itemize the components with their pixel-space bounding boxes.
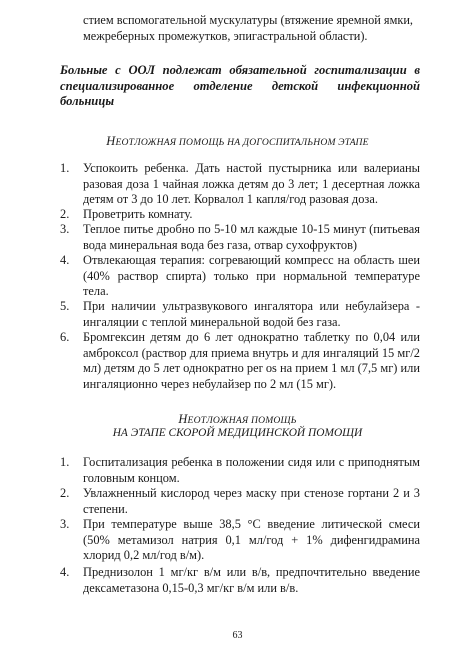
list-item-text: Преднизолон 1 мг/кг в/м или в/в, предпочтительно введение дексаметазона 0,15-0,3 мг/кг в/м или в/в.: [83, 565, 420, 595]
hospitalization-note: Больные с ООЛ подлежат обязательной госпитализации в специализированное отделение детской инфекционной больницы: [60, 63, 420, 108]
intro-continuation: стием вспомогательной мускулатуры (втяжение яремной ямки, межреберных промежутков, эпигастральной области).: [83, 13, 413, 43]
list-item: [60, 486, 420, 517]
list-item-text: При наличии ультразвукового ингалятора или небулайзера - ингаляции с теплой минеральной водой без газа.: [83, 299, 420, 329]
list-item-number: 2.: [60, 486, 70, 500]
list-item-number: 4.: [60, 565, 70, 579]
list-item-number: 5.: [60, 299, 70, 313]
list-item-number: 3.: [60, 517, 70, 531]
list-item-text: Госпитализация ребенка в положении сидя или с приподнятым головным концом.: [83, 455, 420, 485]
heading-rest: ЕОТЛОЖНАЯ ПОМОЩЬ: [187, 415, 297, 426]
list-item-text: При температуре выше 38,5 °С введение литической смеси (50% метамизол натрия 0,1 мл/год + 1% дифенгидрамина хлорид 0,2 мл/год в/м).: [83, 517, 420, 562]
list-item-text: Бромгексин детям до 6 лет однократно таблетку по 0,04 или амброксол (раствор для приема внутрь и для ингаляций 15 мг/2 мл) детям до 5 лет однократно per os на прием 1 мл (7,5 мг) или ингаляционно через небулайзер по 2 мл (15 мг).: [83, 330, 420, 391]
section-heading-emergency-line2: НА ЭТАПЕ СКОРОЙ МЕДИЦИНСКОЙ ПОМОЩИ: [112, 427, 363, 439]
section-heading-prehospital: [0, 134, 475, 149]
list-item-text: Теплое питье дробно по 5-10 мл каждые 10-15 минут (питьевая вода минеральная вода без газа, отвар сухофруктов): [83, 222, 420, 252]
list-item-number: 1.: [60, 455, 70, 469]
list-item-text: Увлажненный кислород через маску при стенозе гортани 2 и 3 степени.: [83, 486, 420, 516]
list-item: [60, 299, 420, 330]
list-item: [60, 161, 420, 208]
list-item-number: 6.: [60, 330, 70, 344]
list-item: [60, 222, 420, 253]
heading-cap: Н: [178, 412, 188, 426]
list-item: [60, 565, 420, 596]
list-item: [60, 517, 420, 564]
page-number: 63: [232, 630, 243, 641]
heading-cap: Н: [106, 134, 116, 148]
list-item-number: 1.: [60, 161, 70, 175]
list-item-text: Проветрить комнату.: [83, 207, 193, 221]
list-item-number: 2.: [60, 207, 70, 221]
list-item: [60, 207, 420, 223]
list-item-text: Успокоить ребенка. Дать настой пустырника или валерианы разовая доза 1 чайная ложка детям до 3 лет; 1 десертная ложка детям от 3 до 10 лет. Корвалол 1 капля/год разовая доза.: [83, 161, 420, 206]
list-item: [60, 330, 420, 392]
section-heading-emergency: [0, 412, 475, 427]
list-item: [60, 455, 420, 486]
list-item-text: Отвлекающая терапия: согревающий компресс на область шеи (40% раствор спирта) только при нормальной температуре тела.: [83, 253, 420, 298]
heading-rest: ЕОТЛОЖНАЯ ПОМОЩЬ НА ДОГОСПИТАЛЬНОМ ЭТАПЕ: [115, 137, 369, 148]
list-item-number: 3.: [60, 222, 70, 236]
list-item-number: 4.: [60, 253, 70, 267]
list-item: [60, 253, 420, 300]
